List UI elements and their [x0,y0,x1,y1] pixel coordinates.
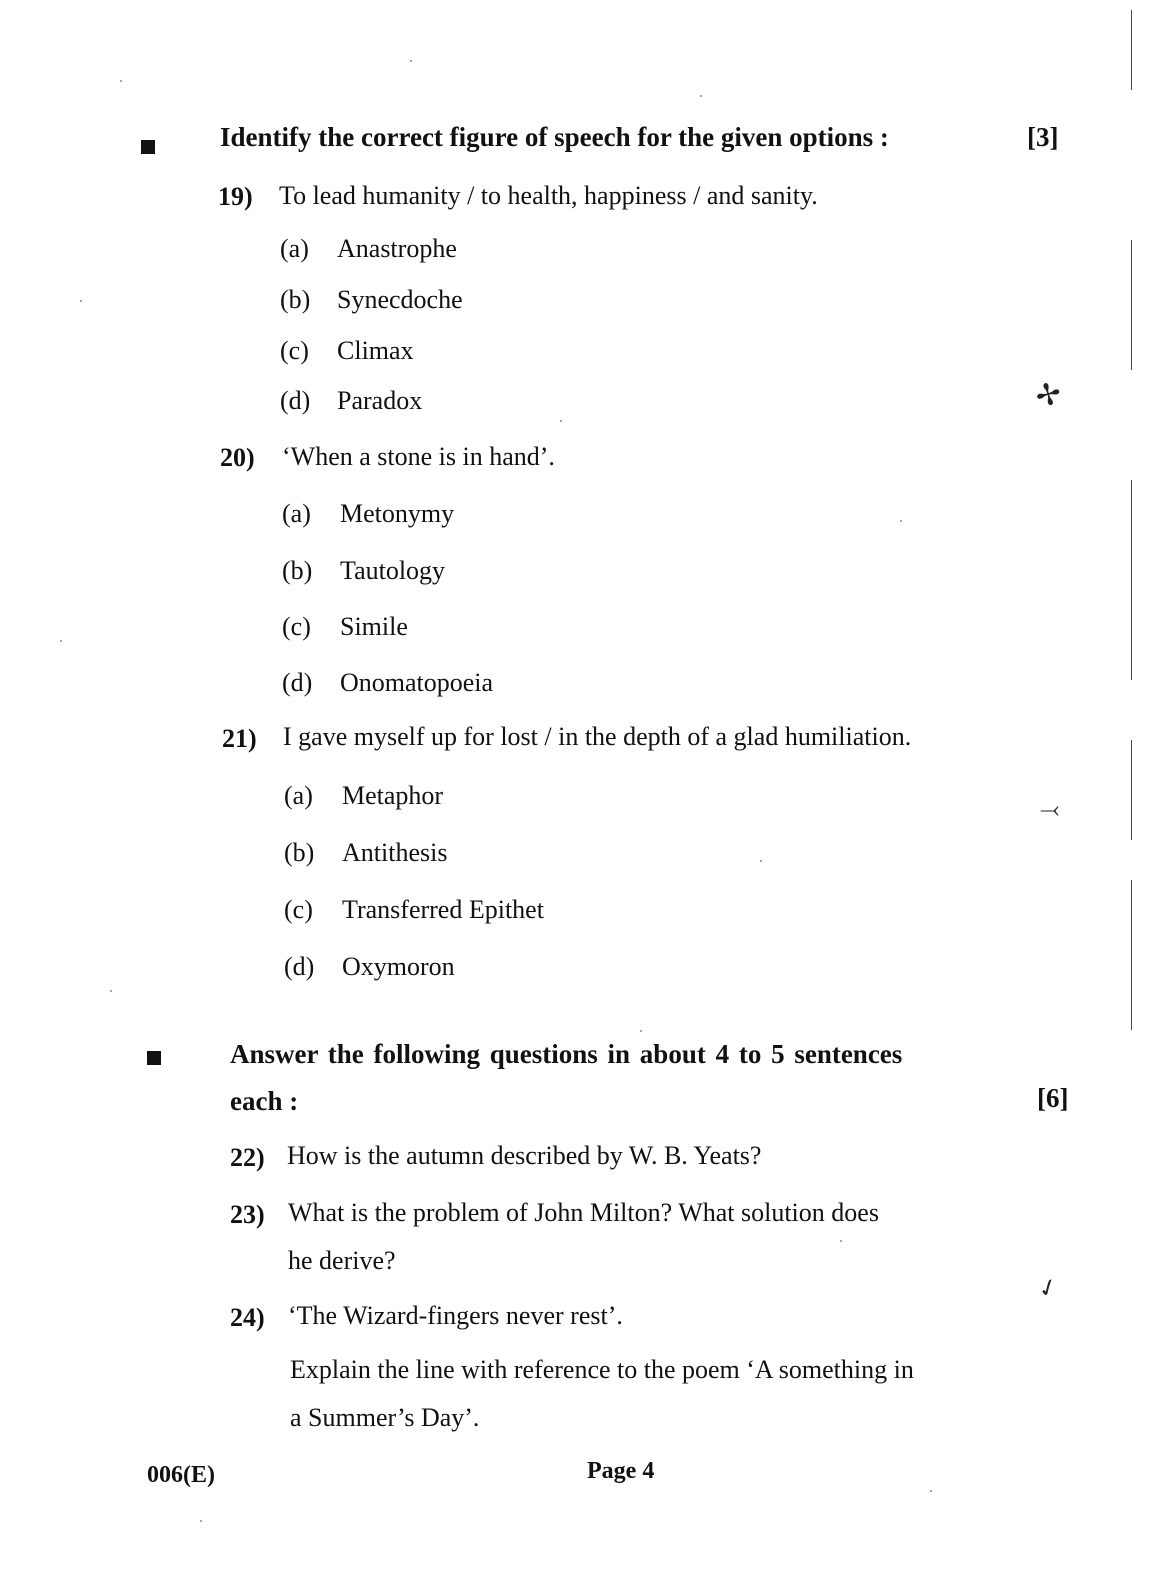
q20-option-a-text: Metonymy [340,499,455,528]
scan-edge-line [1131,10,1132,90]
tick-mark-icon: ✓ [1033,1271,1063,1305]
scan-edge-line [1131,480,1132,680]
question-20-text: ‘When a stone is in hand’. [282,442,555,471]
section-2-marks: [6] [1037,1083,1069,1113]
q19-option-d-text: Paradox [337,386,423,415]
question-23-number: 23) [230,1200,265,1229]
section-1-marks: [3] [1027,122,1059,152]
question-23-text-line-2: he derive? [288,1246,396,1275]
question-24-text-line-2: Explain the line with reference to the poem ‘A something in [290,1355,914,1384]
section-2-heading-line-2: each : [230,1086,299,1116]
scan-speck [110,990,112,992]
q21-option-a-text: Metaphor [342,781,444,810]
scan-speck [840,1240,842,1242]
q19-option-b-text: Synecdoche [337,285,463,314]
scan-speck [640,1030,642,1032]
scan-speck [560,420,562,422]
scan-speck [700,95,702,97]
question-22-text: How is the autumn described by W. B. Yeats? [287,1141,762,1170]
scan-speck [930,1490,932,1492]
scan-speck [60,640,62,642]
scan-speck [410,60,412,62]
q19-option-a-letter: (a) [280,234,309,263]
tick-mark-icon: ⤙ [1040,795,1060,823]
scan-edge-line [1131,740,1132,840]
q20-option-b-letter: (b) [282,556,313,585]
scan-speck [900,520,902,522]
footer-page-number: Page 4 [587,1458,655,1484]
scan-speck [80,300,82,302]
question-24-number: 24) [230,1303,265,1332]
tick-mark-icon: ✢ [1031,375,1066,416]
question-21-text: I gave myself up for lost / in the depth of a glad humiliation. [283,722,912,751]
q20-option-d-letter: (d) [282,668,313,697]
q19-option-d-letter: (d) [280,386,311,415]
scan-speck [200,1520,202,1522]
q21-option-b-letter: (b) [284,838,315,867]
scan-speck [120,80,122,82]
q20-option-d-text: Onomatopoeia [340,668,494,697]
section-1-heading: Identify the correct figure of speech for the given options : [220,122,889,152]
q19-option-c-text: Climax [337,336,414,365]
scan-speck [760,860,762,862]
question-19-number: 19) [218,182,253,211]
scan-edge-line [1131,240,1132,370]
q19-option-c-letter: (c) [280,336,309,365]
question-22-number: 22) [230,1143,265,1172]
q20-option-c-letter: (c) [282,612,311,641]
question-19-text: To lead humanity / to health, happiness / and sanity. [279,181,818,210]
q21-option-c-text: Transferred Epithet [342,895,544,924]
question-21-number: 21) [222,724,257,753]
question-24-text-line-1: ‘The Wizard-fingers never rest’. [288,1301,623,1330]
question-23-text-line-1: What is the problem of John Milton? What solution does [288,1198,879,1227]
q21-option-d-text: Oxymoron [342,952,455,981]
q20-option-c-text: Simile [340,612,408,641]
question-24-text-line-3: a Summer’s Day’. [290,1403,480,1432]
footer-paper-code: 006(E) [147,1462,215,1488]
scan-edge-line [1131,880,1132,1030]
q20-option-b-text: Tautology [340,556,446,585]
section-bullet-2 [147,1051,161,1065]
question-20-number: 20) [220,443,255,472]
q19-option-b-letter: (b) [280,285,311,314]
section-2-heading-line-1: Answer the following questions in about 4 to 5 sentences [230,1039,903,1069]
q21-option-d-letter: (d) [284,952,315,981]
q21-option-c-letter: (c) [284,895,313,924]
q21-option-b-text: Antithesis [342,838,448,867]
q19-option-a-text: Anastrophe [337,234,457,263]
q21-option-a-letter: (a) [284,781,313,810]
q20-option-a-letter: (a) [282,499,311,528]
section-bullet-1 [141,140,155,154]
